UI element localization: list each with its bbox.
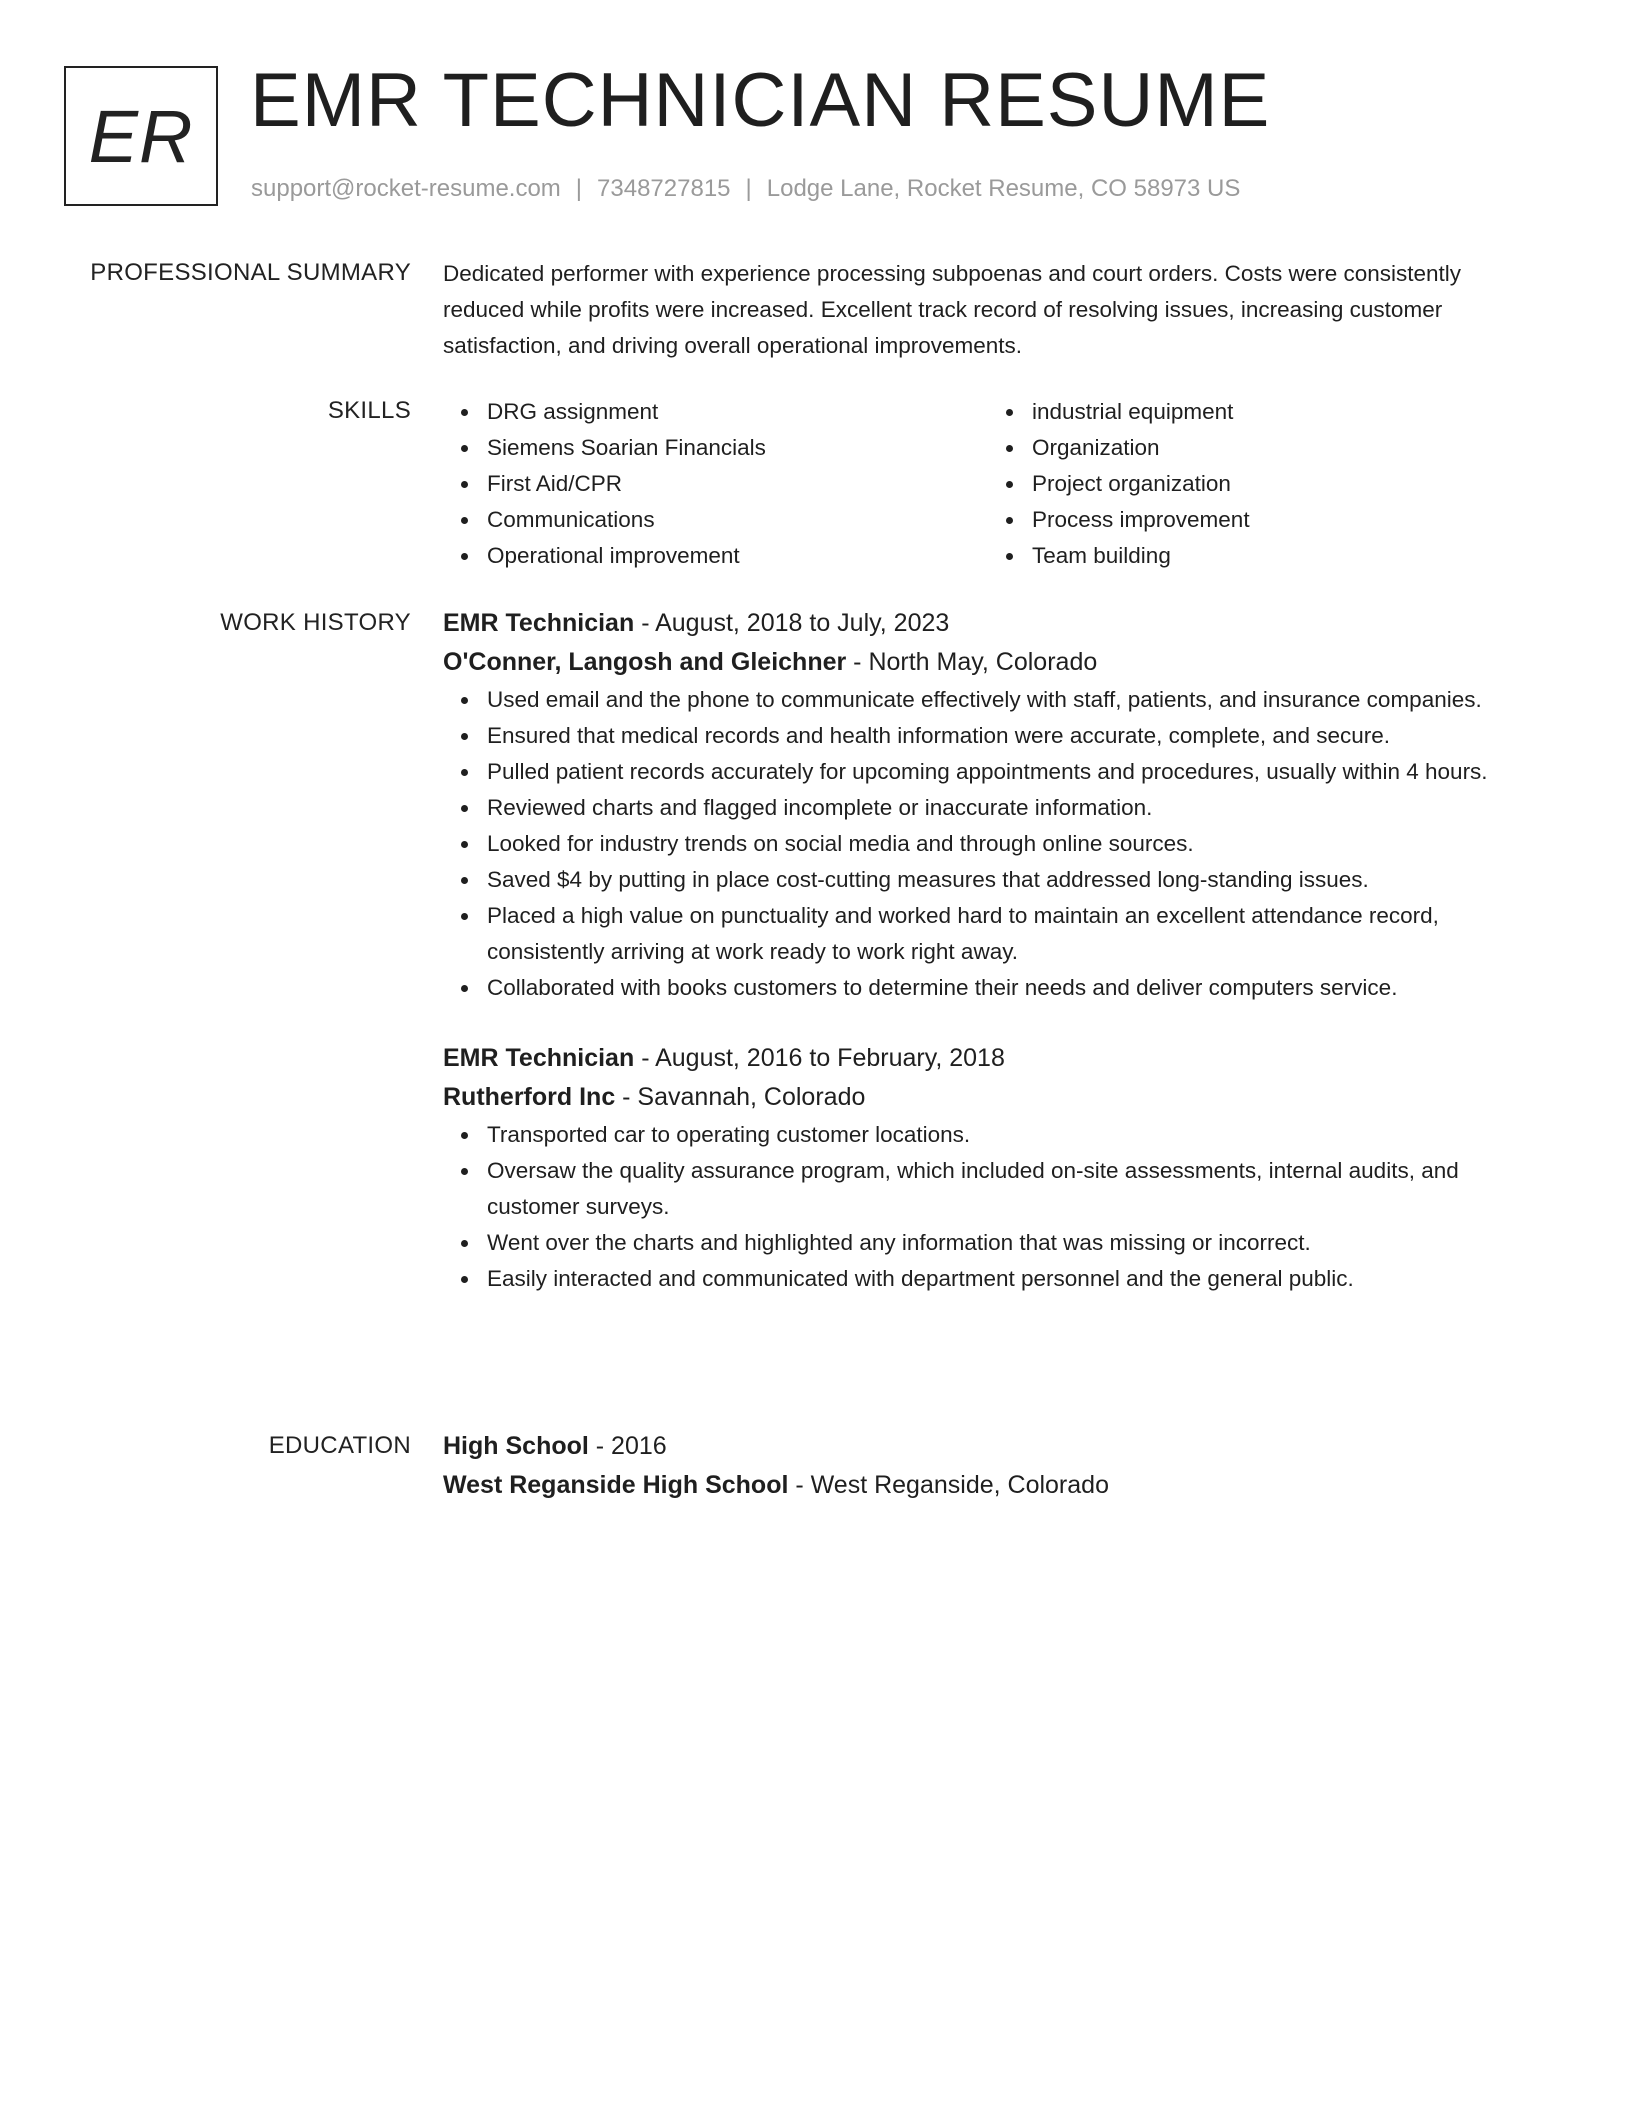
- job-bullet: Pulled patient records accurately for upcoming appointments and procedures, usually within 4 hours.: [487, 754, 1543, 790]
- skills-label: SKILLS: [327, 397, 411, 424]
- skill-item: Operational improvement: [487, 538, 988, 574]
- job-bullet: Went over the charts and highlighted any information that was missing or incorrect.: [487, 1225, 1543, 1261]
- job-company-line: [443, 643, 1543, 682]
- job-bullet: Used email and the phone to communicate effectively with staff, patients, and insurance companies.: [487, 682, 1543, 718]
- work-history-label: WORK HISTORY: [220, 609, 411, 636]
- contact-separator: |: [575, 175, 583, 202]
- job-location: - Savannah, Colorado: [615, 1083, 866, 1111]
- education-school-line: [443, 1466, 1543, 1505]
- education-body: [443, 1427, 1543, 1505]
- skill-item: Organization: [1032, 430, 1533, 466]
- skill-item: Project organization: [1032, 466, 1533, 502]
- contact-email[interactable]: support@rocket-resume.com: [251, 175, 561, 202]
- skill-item: Process improvement: [1032, 502, 1533, 538]
- job-entry: [443, 1039, 1543, 1297]
- skills-list-right: [988, 394, 1533, 574]
- work-history-body: [443, 604, 1543, 1297]
- skills-column-left: [443, 394, 988, 574]
- contact-phone[interactable]: 7348727815: [597, 175, 731, 202]
- job-bullet: Saved $4 by putting in place cost-cutting measures that addressed long-standing issues.: [487, 862, 1543, 898]
- education-degree: High School: [443, 1432, 589, 1460]
- contact-address: Lodge Lane, Rocket Resume, CO 58973 US: [766, 175, 1241, 202]
- job-bullet: Reviewed charts and flagged incomplete or inaccurate information.: [487, 790, 1543, 826]
- skill-item: DRG assignment: [487, 394, 988, 430]
- summary-label: PROFESSIONAL SUMMARY: [90, 259, 411, 286]
- summary-text: Dedicated performer with experience processing subpoenas and court orders. Costs were consistently reduced while profits were increased. Excellent track record of resolving issues, increasing customer satisfaction, and driving overall operational improvements.: [443, 261, 1462, 358]
- skills-body: [443, 394, 1543, 574]
- job-bullet-list: [443, 682, 1543, 1006]
- job-bullet: Collaborated with books customers to determine their needs and deliver computers service.: [487, 970, 1543, 1006]
- education-year: - 2016: [588, 1432, 667, 1460]
- job-title: EMR Technician: [443, 609, 635, 637]
- skills-list-left: [443, 394, 988, 574]
- monogram: ER: [64, 66, 218, 206]
- job-bullet: Ensured that medical records and health information were accurate, complete, and secure.: [487, 718, 1543, 754]
- job-company: Rutherford Inc: [443, 1083, 616, 1111]
- job-location: - North May, Colorado: [846, 648, 1098, 676]
- job-bullet: Easily interacted and communicated with department personnel and the general public.: [487, 1261, 1543, 1297]
- skill-item: Communications: [487, 502, 988, 538]
- contact-line: [251, 173, 1240, 205]
- skill-item: industrial equipment: [1032, 394, 1533, 430]
- job-title-line: [443, 604, 1543, 643]
- job-bullet: Placed a high value on punctuality and worked hard to maintain an excellent attendance record, consistently arriving at work ready to work right away.: [487, 898, 1543, 970]
- education-location: - West Reganside, Colorado: [788, 1471, 1109, 1499]
- education-degree-line: [443, 1427, 1543, 1466]
- skills-column-right: [988, 394, 1533, 574]
- summary-body: [443, 256, 1543, 364]
- education-label: EDUCATION: [268, 1432, 411, 1459]
- job-dates: - August, 2018 to July, 2023: [634, 609, 950, 637]
- skill-item: First Aid/CPR: [487, 466, 988, 502]
- job-company: O'Conner, Langosh and Gleichner: [443, 648, 847, 676]
- education-school: West Reganside High School: [443, 1471, 789, 1499]
- job-bullet: Transported car to operating customer locations.: [487, 1117, 1543, 1153]
- job-entry: [443, 604, 1543, 1006]
- job-bullet: Looked for industry trends on social media and through online sources.: [487, 826, 1543, 862]
- skill-item: Team building: [1032, 538, 1533, 574]
- job-dates: - August, 2016 to February, 2018: [634, 1044, 1005, 1072]
- contact-separator: |: [745, 175, 752, 202]
- skill-item: Siemens Soarian Financials: [487, 430, 988, 466]
- job-title-line: [443, 1039, 1543, 1078]
- page-title: EMR TECHNICIAN RESUME: [250, 58, 1271, 143]
- job-title: EMR Technician: [443, 1044, 635, 1072]
- job-bullet-list: [443, 1117, 1543, 1297]
- job-bullet: Oversaw the quality assurance program, which included on-site assessments, internal audits, and customer surveys.: [487, 1153, 1543, 1225]
- job-company-line: [443, 1078, 1543, 1117]
